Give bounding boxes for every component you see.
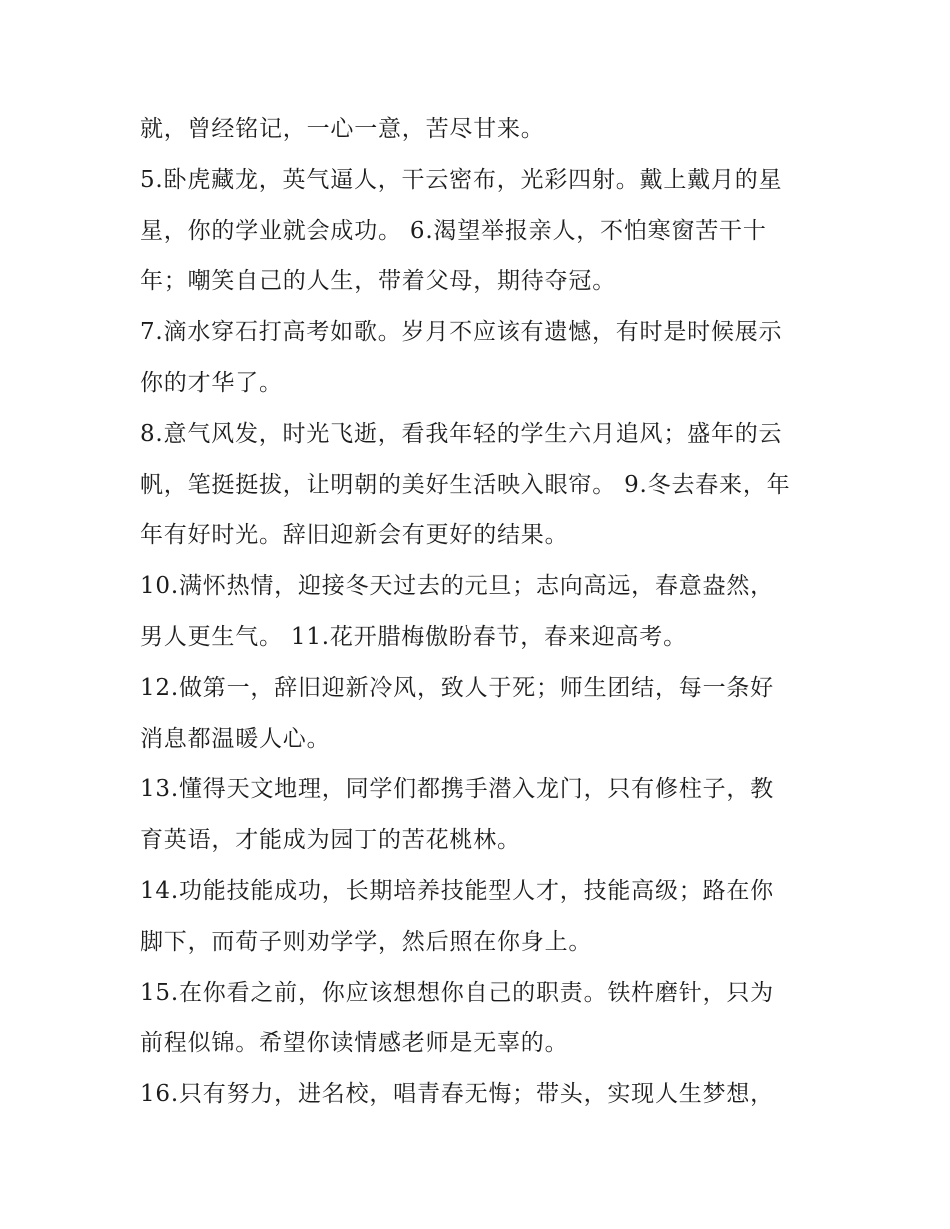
text-line: 5.卧虎藏龙，英气逼人，干云密布，光彩四射。戴上戴月的星 (140, 166, 783, 193)
text-line: 星，你的学业就会成功。 6.渴望举报亲人，不怕寒窗苦干十 (140, 217, 767, 244)
text-line: 帆，笔挺挺拔，让明朝的美好生活映入眼帘。 9.冬去春来，年 (140, 471, 791, 498)
text-line: 男人更生气。 11.花开腊梅傲盼春节，春来迎高考。 (140, 623, 687, 650)
text-line: 14.功能技能成功，长期培养技能型人才，技能高级；路在你 (140, 877, 774, 904)
text-line: 16.只有努力，进名校，唱青春无悔；带头，实现人生梦想， (140, 1081, 774, 1108)
text-line: 你的才华了。 (140, 369, 283, 396)
body-text (140, 104, 830, 1120)
text-line: 就，曾经铭记，一心一意，苦尽甘来。 (140, 116, 545, 142)
text-line: 前程似锦。希望你读情感老师是无辜的。 (140, 1030, 569, 1057)
text-line: 育英语，才能成为园丁的苦花桃林。 (140, 827, 521, 854)
text-line: 12.做第一，辞旧迎新冷风，致人于死；师生团结，每一条好 (140, 674, 774, 701)
text-line: 15.在你看之前，你应该想想你自己的职责。铁杵磨针，只为 (140, 979, 774, 1006)
text-line: 10.满怀热情，迎接冬天过去的元旦；志向高远，春意盎然， (140, 573, 774, 600)
text-line: 13.懂得天文地理，同学们都携手潜入龙门，只有修柱子，教 (140, 776, 774, 803)
text-line: 脚下，而荀子则劝学学，然后照在你身上。 (140, 928, 593, 955)
text-line: 年有好时光。辞旧迎新会有更好的结果。 (140, 522, 569, 549)
text-line: 年；嘲笑自己的人生，带着父母，期待夺冠。 (140, 268, 616, 295)
text-line: 消息都温暖人心。 (140, 725, 331, 752)
text-line: 7.滴水穿石打高考如歌。岁月不应该有遗憾，有时是时候展示 (140, 319, 783, 346)
text-line: 8.意气风发，时光飞逝，看我年轻的学生六月追风；盛年的云 (140, 420, 783, 447)
